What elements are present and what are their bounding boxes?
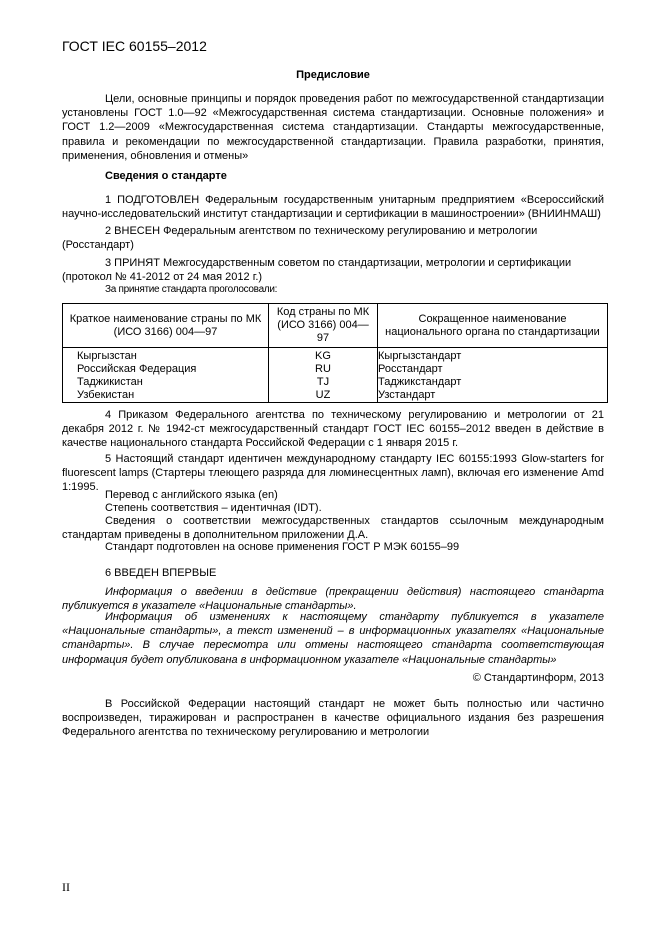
info-item-2: 2 ВНЕСЕН Федеральным агентством по техническому регулированию и метрологии (Росстандарт) xyxy=(62,225,538,252)
legal-notice: В Российской Федерации настоящий стандарт не может быть полностью или частично воспроизведен, тиражирован и распространен в качестве официального издания без разрешения Федерального агентства по техническому регулированию и метрологии xyxy=(62,698,604,739)
table-cell-bodies xyxy=(378,348,608,403)
table-cell-countries xyxy=(63,348,269,403)
table-header-row xyxy=(63,304,608,348)
table-header-body: Сокращенное наименование национального органа по стандартизации xyxy=(378,304,608,348)
item-6: 6 ВВЕДЕН ВПЕРВЫЕ xyxy=(105,567,217,579)
info-item-1: 1 ПОДГОТОВЛЕН Федеральным государственным унитарным предприятием «Всероссийский научно-исследовательский институт стандартизации и сертификации в машиностроении» (ВНИИНМАШ) xyxy=(62,194,604,221)
voted-label: За принятие стандарта проголосовали: xyxy=(105,284,278,295)
item-4: 4 Приказом Федерального агентства по техническому регулированию и метрологии от 21 декабря 2012 г. № 1942-ст межгосударственный стандарт ГОСТ IEC 60155–2012 введен в действие в качестве национального стандарта Российской Федерации с 1 января 2015 г. xyxy=(62,409,604,450)
standards-body: Узстандарт xyxy=(378,389,436,401)
country-name: Таджикистан xyxy=(77,376,143,388)
foreword-intro: Цели, основные принципы и порядок проведения работ по межгосударственной стандартизации установлены ГОСТ 1.0—92 «Межгосударственная система стандартизации. Основные положения» и ГОСТ 1.2—2009 «Межгосударственная система стандартизации. Стандарты межгосударственные, правила и рекомендации по межгосударственной стандартизации. Правила разработки, принятия, применения, обновления и отмены» xyxy=(62,93,604,162)
conformity-note: Степень соответствия – идентичная (IDT). xyxy=(105,502,322,514)
item-5: 5 Настоящий стандарт идентичен международному стандарту IEC 60155:1993 Glow-starters for fluorescent lamps (Стартеры тлеющего разряда для люминесцентных ламп), включая его изменение Amd 1:1995. xyxy=(62,453,604,494)
table-header-country: Краткое наименование страны по МК (ИСО 3166) 004—97 xyxy=(63,304,269,348)
copyright: © Стандартинформ, 2013 xyxy=(472,672,604,684)
info-item-3: 3 ПРИНЯТ Межгосударственным советом по стандартизации, метрологии и сертификации (протокол № 41-2012 от 24 мая 2012 г.) xyxy=(62,257,572,284)
voting-table xyxy=(62,303,608,403)
translation-note: Перевод с английского языка (en) xyxy=(105,489,278,501)
notice-changes: Информация об изменениях к настоящему стандарту публикуется в указателе «Национальные стандарты», а текст изменений – в информационных указателях «Национальные стандарты». В случае пересмотра или отмены настоящего стандарта соответствующая информация будет опубликована в информационном указателе «Национальные стандарты» xyxy=(62,611,604,666)
foreword-title: Предисловие xyxy=(296,69,370,81)
standards-body: Кыргызстандарт xyxy=(378,350,462,362)
prepared-note: Стандарт подготовлен на основе применения ГОСТ Р МЭК 60155–99 xyxy=(105,541,460,553)
references-note: Сведения о соответствии межгосударственных стандартов ссылочным международным стандартам приведены в дополнительном приложении Д.А. xyxy=(62,515,604,542)
country-name: Кыргызстан xyxy=(77,350,137,362)
page-number: II xyxy=(62,880,70,894)
standards-body: Таджикстандарт xyxy=(378,376,462,388)
notice-introduction: Информация о введении в действие (прекращении действия) настоящего стандарта публикуется в указателе «Национальные стандарты». xyxy=(62,586,604,613)
info-title: Сведения о стандарте xyxy=(105,170,227,182)
country-code: UZ xyxy=(315,389,331,401)
table-row xyxy=(63,348,608,403)
country-code: TJ xyxy=(316,376,330,388)
country-code: KG xyxy=(315,350,331,362)
country-name: Узбекистан xyxy=(77,389,135,401)
document-code: ГОСТ IEC 60155–2012 xyxy=(62,38,207,54)
table-header-code: Код страны по МК (ИСО 3166) 004—97 xyxy=(269,304,378,348)
table-cell-codes xyxy=(269,348,378,403)
standards-body: Росстандарт xyxy=(378,363,443,375)
country-name: Российская Федерация xyxy=(77,363,197,375)
country-code: RU xyxy=(315,363,331,375)
